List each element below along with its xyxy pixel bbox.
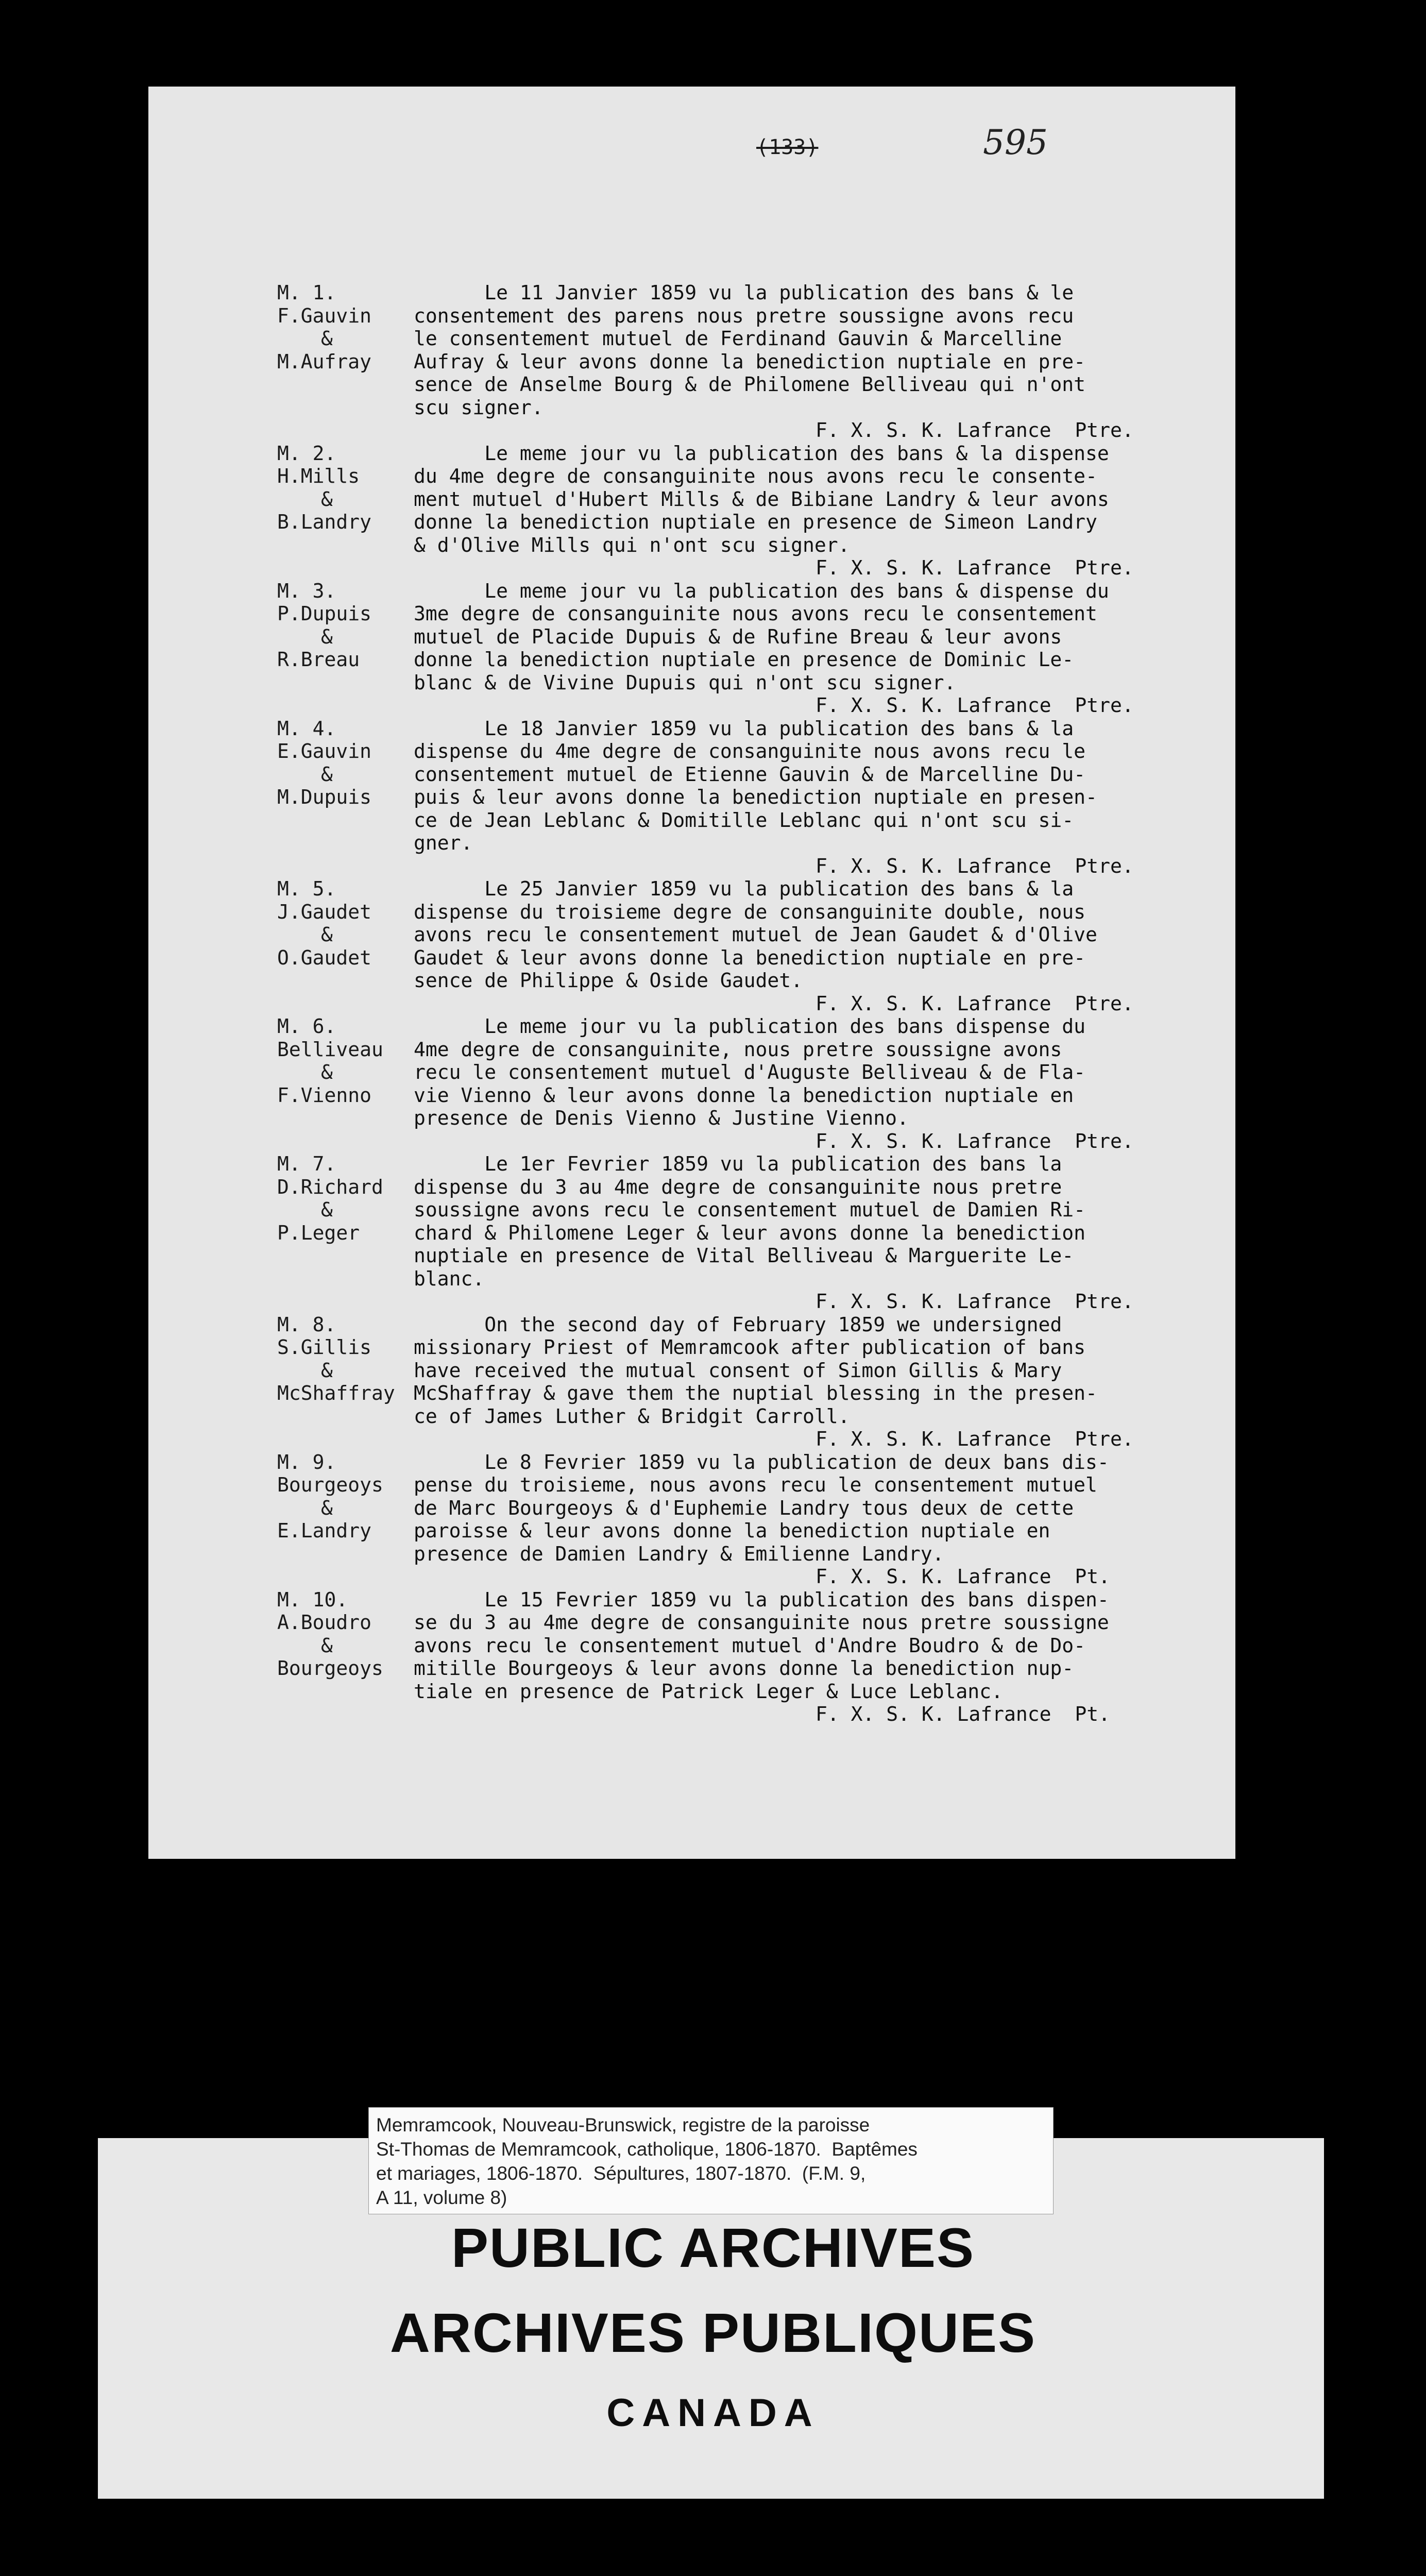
entry-number: M. 4. [277, 717, 336, 740]
marriage-entry [277, 1588, 1230, 1726]
entry-margin-line: B.Landry [277, 511, 372, 533]
entry-text-line: donne la benediction nuptiale en presence de Simeon Landry [414, 511, 1097, 533]
entry-text-line: de Marc Bourgeoys & d'Euphemie Landry tous deux de cette [414, 1496, 1074, 1519]
entry-text-line: ce de Jean Leblanc & Domitille Leblanc qui n'ont scu si- [414, 808, 1074, 832]
entry-text-line: pense du troisieme, nous avons recu le consentement mutuel [414, 1473, 1097, 1496]
entry-margin-line: P.Dupuis [277, 602, 372, 625]
entry-margin-line: & [321, 1359, 333, 1382]
entry-margin-line: R.Breau [277, 648, 360, 671]
entry-text-line: Le meme jour vu la publication des bans & la dispense [414, 442, 1109, 465]
label-line: St-Thomas de Memramcook, catholique, 1806-1870. Baptêmes [376, 2139, 918, 2160]
entry-text [414, 1451, 1230, 1588]
entry-text-line: 4me degre de consanguinite, nous pretre soussigne avons [414, 1038, 1062, 1061]
entry-number: M. 6. [277, 1015, 336, 1038]
entry-text-line: presence de Damien Landry & Emilienne Landry. [414, 1542, 944, 1565]
entry-text [414, 580, 1230, 717]
entry-text [414, 1313, 1230, 1451]
entry-text-line: Aufray & leur avons donne la benediction nuptiale en pre- [414, 350, 1086, 373]
entry-number: M. 7. [277, 1153, 336, 1175]
entry-text-line: 3me degre de consanguinite nous avons recu le consentement [414, 602, 1097, 625]
marriage-entry [277, 580, 1230, 717]
entry-margin-names [277, 1588, 414, 1726]
entry-text-line: paroisse & leur avons donne la benediction nuptiale en [414, 1519, 1050, 1542]
entry-text-line: Gaudet & leur avons donne la benediction nuptiale en pre- [414, 946, 1086, 969]
entry-text-line: nuptiale en presence de Vital Belliveau & Marguerite Le- [414, 1244, 1074, 1267]
entry-text-line: Le 1er Fevrier 1859 vu la publication des bans la [414, 1153, 1062, 1175]
entry-text-line: chard & Philomene Leger & leur avons donne la benediction [414, 1221, 1086, 1244]
entry-text [414, 442, 1230, 580]
entry-text-line: le consentement mutuel de Ferdinand Gauvin & Marcelline [414, 327, 1062, 350]
register-page [148, 87, 1235, 1859]
entry-text-line: avons recu le consentement mutuel d'Andre Boudro & de Do- [414, 1634, 1086, 1657]
entry-text-line: Le 18 Janvier 1859 vu la publication des bans & la [414, 717, 1074, 740]
entry-text-line: have received the mutual consent of Simon Gillis & Mary [414, 1359, 1062, 1382]
entry-margin-line: Belliveau [277, 1038, 383, 1061]
entry-text-line: Le 11 Janvier 1859 vu la publication des bans & le [414, 281, 1074, 304]
entry-margin-line: & [321, 327, 333, 350]
entry-margin-line: O.Gaudet [277, 946, 372, 969]
entry-margin-line: & [321, 487, 333, 511]
marriage-entry [277, 1451, 1230, 1588]
entry-text-line: dispense du 4me degre de consanguinite nous avons recu le [414, 740, 1086, 762]
entry-number: M. 8. [277, 1313, 336, 1336]
label-line: et mariages, 1806-1870. Sépultures, 1807-1870. (F.M. 9, [376, 2163, 866, 2184]
marriage-entry [277, 1313, 1230, 1451]
priest-signature: F. X. S. K. Lafrance Ptre. [816, 1428, 1134, 1450]
marriage-entry [277, 1015, 1230, 1153]
priest-signature: F. X. S. K. Lafrance Ptre. [816, 992, 1134, 1015]
entry-margin-line: D.Richard [277, 1175, 383, 1198]
entry-text-line: On the second day of February 1859 we undersigned [414, 1313, 1062, 1336]
entry-margin-names [277, 1153, 414, 1313]
entry-text-line: missionary Priest of Memramcook after publication of bans [414, 1336, 1086, 1359]
priest-signature: F. X. S. K. Lafrance Pt. [816, 1703, 1110, 1725]
entry-text-line: Le 8 Fevrier 1859 vu la publication de deux bans dis- [414, 1450, 1109, 1473]
entry-margin-line: A.Boudro [277, 1611, 372, 1634]
entry-number: M. 5. [277, 877, 336, 900]
entry-text-line: se du 3 au 4me degre de consanguinite nous pretre soussigne [414, 1611, 1109, 1634]
entry-text-line: tiale en presence de Patrick Leger & Luce Leblanc. [414, 1680, 1003, 1703]
marriage-entry [277, 442, 1230, 580]
entry-text-line: mutuel de Placide Dupuis & de Rufine Breau & leur avons [414, 625, 1062, 648]
entry-margin-line: & [321, 1634, 333, 1657]
entry-number: M. 9. [277, 1450, 336, 1473]
entry-text-line: scu signer. [414, 396, 544, 419]
entry-text-line: recu le consentement mutuel d'Auguste Belliveau & de Fla- [414, 1061, 1086, 1083]
entry-text-line: consentement mutuel de Etienne Gauvin & de Marcelline Du- [414, 762, 1086, 786]
entry-margin-line: Bourgeoys [277, 1657, 383, 1680]
entry-margin-line: F.Vienno [277, 1083, 372, 1107]
entry-text-line: puis & leur avons donne la benediction nuptiale en presen- [414, 786, 1097, 808]
entry-margin-names [277, 717, 414, 878]
page-number-handwritten: 595 [983, 123, 1048, 162]
entry-text-line: blanc. [414, 1267, 485, 1290]
entry-margin-line: S.Gillis [277, 1336, 372, 1359]
collection-label [368, 2107, 1054, 2214]
entry-text-line: presence de Denis Vienno & Justine Vienno. [414, 1107, 909, 1129]
entry-number: M. 10. [277, 1588, 348, 1611]
entry-text-line: McShaffray & gave them the nuptial blessing in the presen- [414, 1382, 1097, 1404]
page-number-struck: (133) [756, 135, 819, 159]
entry-margin-names [277, 1451, 414, 1588]
entry-text-line: Le 15 Fevrier 1859 vu la publication des bans dispen- [414, 1588, 1109, 1611]
entry-text-line: Le meme jour vu la publication des bans & dispense du [414, 579, 1109, 602]
entry-margin-line: H.Mills [277, 465, 360, 487]
archive-title-en: PUBLIC ARCHIVES [451, 2216, 975, 2279]
archive-title-fr: ARCHIVES PUBLIQUES [389, 2301, 1037, 2364]
entry-number: M. 1. [277, 281, 336, 304]
entry-text-line: du 4me degre de consanguinite nous avons recu le consente- [414, 465, 1097, 487]
entry-margin-line: & [321, 923, 333, 946]
entry-text [414, 281, 1230, 442]
entry-margin-names [277, 877, 414, 1015]
entry-margin-line: & [321, 625, 333, 648]
entry-text [414, 717, 1230, 878]
entry-text-line: blanc & de Vivine Dupuis qui n'ont scu signer. [414, 671, 956, 694]
entry-margin-line: P.Leger [277, 1221, 360, 1244]
priest-signature: F. X. S. K. Lafrance Ptre. [816, 1129, 1134, 1153]
entry-text-line: sence de Anselme Bourg & de Philomene Belliveau qui n'ont [414, 373, 1086, 396]
priest-signature: F. X. S. K. Lafrance Ptre. [816, 419, 1134, 442]
entry-text [414, 1015, 1230, 1153]
entry-text-line: mitille Bourgeoys & leur avons donne la benediction nup- [414, 1657, 1074, 1680]
entry-text-line: & d'Olive Mills qui n'ont scu signer. [414, 533, 850, 556]
entry-text-line: gner. [414, 832, 473, 854]
label-line: A 11, volume 8) [376, 2187, 507, 2208]
entry-margin-line: E.Landry [277, 1519, 372, 1542]
priest-signature: F. X. S. K. Lafrance Ptre. [816, 854, 1134, 877]
entry-margin-line: J.Gaudet [277, 900, 372, 923]
entry-text-line: consentement des parens nous pretre soussigne avons recu [414, 304, 1074, 327]
marriage-entry [277, 281, 1230, 442]
entry-margin-names [277, 580, 414, 717]
entry-text [414, 877, 1230, 1015]
entry-margin-line: M.Dupuis [277, 786, 372, 808]
entry-text-line: dispense du 3 au 4me degre de consanguinite nous pretre [414, 1175, 1062, 1198]
entry-text [414, 1588, 1230, 1726]
entry-text-line: sence de Philippe & Oside Gaudet. [414, 969, 803, 992]
priest-signature: F. X. S. K. Lafrance Ptre. [816, 1290, 1134, 1313]
entry-text-line: Le 25 Janvier 1859 vu la publication des bans & la [414, 877, 1074, 900]
entry-text-line: ment mutuel d'Hubert Mills & de Bibiane Landry & leur avons [414, 487, 1109, 511]
entry-margin-names [277, 442, 414, 580]
archive-country: CANADA [606, 2391, 820, 2435]
entry-text-line: Le meme jour vu la publication des bans dispense du [414, 1015, 1086, 1038]
entry-margin-names [277, 1313, 414, 1451]
priest-signature: F. X. S. K. Lafrance Ptre. [816, 694, 1134, 717]
entry-text-line: donne la benediction nuptiale en presence de Dominic Le- [414, 648, 1074, 671]
entry-margin-line: & [321, 762, 333, 786]
entry-margin-line: & [321, 1061, 333, 1083]
entry-margin-line: F.Gauvin [277, 304, 372, 327]
marriage-entry [277, 717, 1230, 878]
entry-margin-names [277, 1015, 414, 1153]
entry-margin-line: & [321, 1496, 333, 1519]
marriage-entry [277, 877, 1230, 1015]
entry-margin-line: Bourgeoys [277, 1473, 383, 1496]
entry-text-line: soussigne avons recu le consentement mutuel de Damien Ri- [414, 1198, 1086, 1221]
entry-text-line: ce of James Luther & Bridgit Carroll. [414, 1404, 850, 1428]
entry-text [414, 1153, 1230, 1313]
entry-text-line: vie Vienno & leur avons donne la benediction nuptiale en [414, 1083, 1074, 1107]
priest-signature: F. X. S. K. Lafrance Pt. [816, 1565, 1110, 1588]
marriage-entries [277, 281, 1230, 1726]
entry-margin-names [277, 281, 414, 442]
entry-number: M. 2. [277, 442, 336, 465]
entry-margin-line: M.Aufray [277, 350, 372, 373]
marriage-entry [277, 1153, 1230, 1313]
priest-signature: F. X. S. K. Lafrance Ptre. [816, 556, 1134, 579]
entry-text-line: dispense du troisieme degre de consanguinite double, nous [414, 900, 1086, 923]
entry-margin-line: McShaffray [277, 1382, 395, 1404]
entry-number: M. 3. [277, 579, 336, 602]
entry-margin-line: & [321, 1198, 333, 1221]
entry-text-line: avons recu le consentement mutuel de Jean Gaudet & d'Olive [414, 923, 1097, 946]
entry-margin-line: E.Gauvin [277, 740, 372, 762]
label-line: Memramcook, Nouveau-Brunswick, registre de la paroisse [376, 2114, 870, 2136]
